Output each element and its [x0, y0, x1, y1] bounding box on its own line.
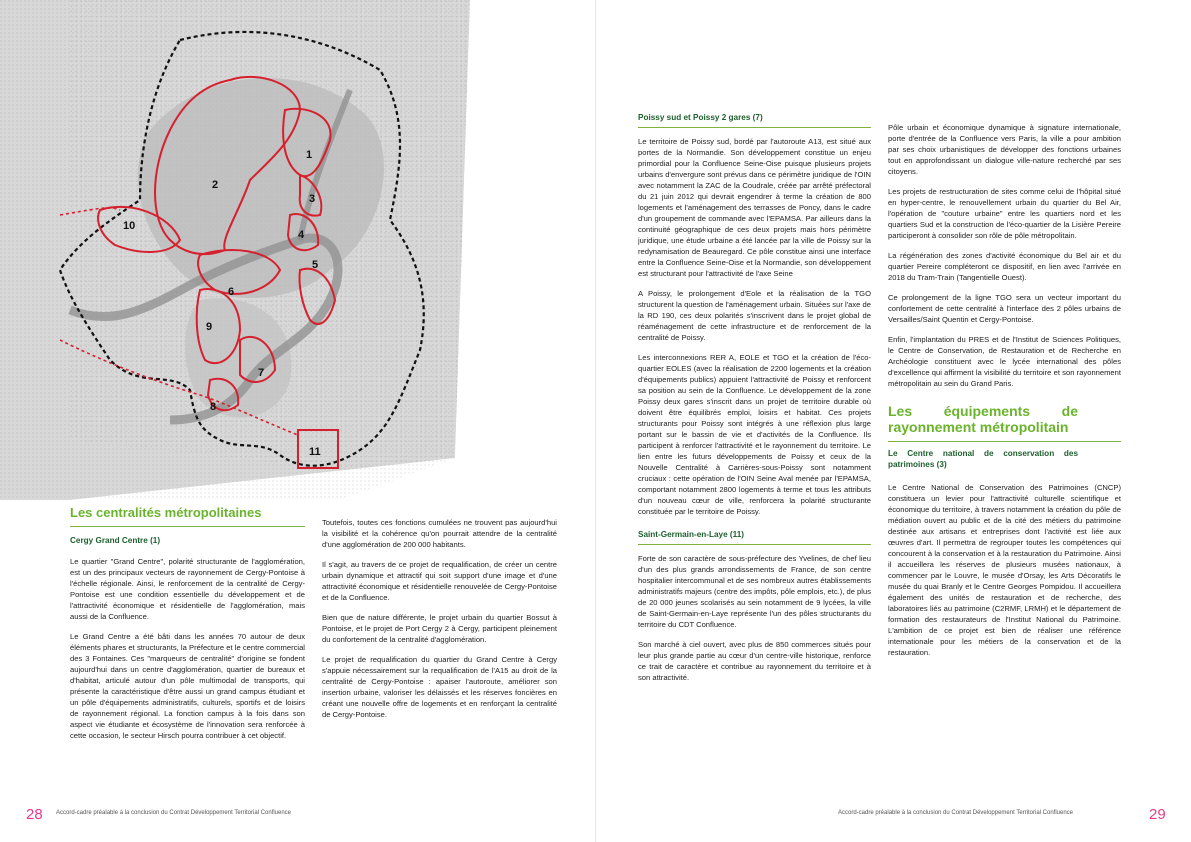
page-number-right: 29: [1149, 806, 1166, 823]
paragraph: Enfin, l'implantation du PRES et de l'Institut de Sciences Politiques, le Centre de Conservation, de Restauration et de Recherche en Archéologie constituent avec le lycée international des pôles d'excellence qui affirment la visibilité du territoire et son rayonnement métropolitain au sein du Grand Paris.: [888, 335, 1121, 388]
right-column-2: [888, 122, 1121, 667]
zone-label-4: 4: [298, 229, 305, 241]
paragraph: A Poissy, le prolongement d'Eole et la réalisation de la TGO structurent la question de l'aménagement urbain. Situées sur l'axe de la RD 190, ces deux polarités s'inscrivent dans le projet global de réaménagement de cette infrastructure et de renforcement de la centralité de Poissy.: [638, 289, 871, 342]
title-rule: [638, 544, 871, 545]
zone-label-1: 1: [306, 149, 313, 161]
paragraph: Ce prolongement de la ligne TGO sera un vecteur important du confortement de cette centralité à l'interface des 2 pôles urbains de Versailles/Saint Quentin et Cergy-Pontoise.: [888, 293, 1121, 324]
footer-right: Accord-cadre préalable à la conclusion du Contrat Développement Territorial Confluence: [838, 810, 1074, 816]
paragraph: Le Grand Centre a été bâti dans les années 70 autour de deux éléments phares et structurants, la Préfecture et le centre commercial des 3 Fontaines. Ces "marqueurs de centralité" d'origine se fondent aujourd'hui dans un centre d'agglomération, quartier de bureaux et d'habitat, articulé autour d'un pôle multimodal de transports, qui présente la caractéristique d'être aussi un grand campus étudiant et un pôle d'équipements administratifs, culturels, sportifs et de loisirs de rayonnement régional. La fonction campus à la fois dans son aspect vie étudiante et écosystème de l'innovation sera renforcée à cette occasion, le secteur Hirsch pourra contribuer à cet objectif.: [70, 632, 305, 740]
cncp-title: Le Centre national de conservation des patrimoines (3): [888, 449, 1078, 469]
zone-label-8: 8: [210, 401, 217, 413]
paragraph: Pôle urbain et économique dynamique à signature internationale, porte d'entrée de la Confluence vers Paris, la ville a pour ambition par ses choix urbanistiques de développer des fonctions urbaines tout en approfondissant un dialogue ville-nature recherché par ses citoyens.: [888, 123, 1121, 176]
footer-left: Accord-cadre préalable à la conclusion du Contrat Développement Territorial Confluence: [56, 810, 292, 816]
paragraph: Le projet de requalification du quartier du Grand Centre à Cergy s'appuie nécessairement sur la requalification de l'A15 au droit de la centralité de Cergy-Pontoise : apaiser l'autoroute, améliorer son insertion urbaine, valoriser les délaissés et les réserves foncières en créant une nouvelle offre de logements et en renforçant la centralité de Cergy-Pontoise.: [322, 655, 557, 719]
left-column-1: [70, 505, 305, 750]
left-column-2: [322, 517, 557, 729]
left-page: [0, 0, 595, 842]
zone-label-7: 7: [258, 367, 265, 379]
zone-label-5: 5: [312, 259, 319, 271]
zone-label-3: 3: [309, 193, 316, 205]
zone-label-6: 6: [228, 286, 235, 298]
poissy-title: Poissy sud et Poissy 2 gares (7): [638, 113, 763, 122]
paragraph: La régénération des zones d'activité économique du Bel air et du quartier Pereire compléteront ce dispositif, en lien avec l'arrivée en 2018 du Tram-Train (Tangentielle Ouest).: [888, 251, 1121, 282]
paragraph: Le quartier "Grand Centre", polarité structurante de l'agglomération, est un des principaux vecteurs de rayonnement de Cergy-Pontoise à l'échelle régionale. Ainsi, le renforcement de la centralité de Cergy-Pontoise est une condition essentielle du développement et de l'attractivité économique et résidentielle de l'agglomération, mais aussi de la Confluence.: [70, 557, 305, 621]
paragraph: Il s'agit, au travers de ce projet de requalification, de créer un centre urbain dynamique et attractif qui soit support d'une image et d'une attractivité économique et résidentielle renouvelée de Cergy-Pontoise et de la Confluence.: [322, 560, 557, 602]
title-rule: [70, 526, 305, 527]
title-rule: [638, 127, 871, 128]
right-page: [596, 0, 1191, 842]
territory-map: [0, 0, 470, 500]
paragraph: Les interconnexions RER A, EOLE et TGO et la création de l'éco-quartier EOLES (avec la réalisation de 2200 logements et la création d'équipements publics) appuient l'attractivité de Poissy et renforcent sa position au sein de la Confluence. Le développement de la zone Poissy deux gares s'inscrit dans un projet de territoire durable où doivent être équilibrés emploi, loisirs et habitat. Ces projets structurants pour Poissy sont intégrés à une réflexion plus large portant sur le bassin de vie et d'activités de la Confluence. Ils participent à renforcer l'attractivité et le rayonnement du territoire. Le lien entre les futurs développements de Poissy et ceux de la Nouvelle Centralité à Carrières-sous-Poissy sont notamment cruciaux : cette opération de l'OIN Seine Aval menée par l'EPAMSA, comportant notamment 2800 logements à terme et tous les attributs d'un nouveau cœur de ville, renforcera la polarité structurante constituée par le territoire de Poissy.: [638, 353, 871, 516]
paragraph: Bien que de nature différente, le projet urbain du quartier Bossut à Pontoise, et le projet de Port Cergy 2 à Cergy, participent pleinement du confortement de la centralité d'agglomération.: [322, 613, 557, 644]
zone-label-2: 2: [212, 179, 219, 191]
page-number-left: 28: [26, 806, 43, 823]
section-title-equipements: Les équipements de rayonnement métropolitain: [888, 403, 1078, 435]
right-column-1: [638, 112, 871, 692]
section-title-centralites: Les centralités métropolitaines: [70, 505, 262, 520]
paragraph: Toutefois, toutes ces fonctions cumulées ne trouvent pas aujourd'hui la visibilité et la cohérence qu'on pourrait attendre de la centralité d'une agglomération de 200 000 habitants.: [322, 518, 557, 549]
zone-label-10: 10: [123, 220, 136, 232]
paragraph: Son marché à ciel ouvert, avec plus de 850 commerces situés pour leur plus grande partie au cœur d'un centre-ville historique, renforce ce trait de caractère et contribue au rayonnement du territoire et à son attractivité.: [638, 640, 871, 682]
saint-germain-title: Saint-Germain-en-Laye (11): [638, 530, 745, 539]
zone-label-11: 11: [309, 446, 321, 458]
paragraph: Forte de son caractère de sous-préfecture des Yvelines, de chef lieu d'un des plus grands arrondissements de France, de son centre hospitalier intercommunal et de ses nombreux autres établissements administratifs majeurs (centre des impôts, pôle emplois, etc.), de plus de 20 000 jeunes scolarisés au sein notamment de 9 lycées, la ville de Saint-Germain-en-Laye représente l'un des pôles structurants du territoire du CDT Confluence.: [638, 554, 871, 629]
paragraph: Le territoire de Poissy sud, bordé par l'autoroute A13, est situé aux portes de la Normandie. Son développement constitue un enjeu primordial pour la Confluence Seine-Oise puisque plusieurs projets urbains d'envergure sont prévus dans ce périmètre juridique de l'OIN avec notamment la ZAC de la Coudrale, créée par arrêté préfectoral du 21 juin 2012 qui devrait engendrer à terme la création de 800 logements et l'aménagement des terrasses de Poncy, dans le cadre d'un groupement de commande avec l'EPAMSA. Par ailleurs dans la continuité géographique de ces deux projets mais hors périmètre juridique, une étude urbaine a été lancée par la ville de Poissy sur la redynamisation de Beauregard. Ce pôle constitue ainsi une interface entre la Confluence Seine-Oise et la Normandie, son développement est structurant pour l'attractivité de l'axe Seine: [638, 137, 871, 278]
title-rule: [888, 441, 1121, 442]
zone-label-9: 9: [206, 321, 213, 333]
paragraph: Les projets de restructuration de sites comme celui de l'hôpital situé en hyper-centre, le renouvellement urbain du quartier du Bel Air, l'opération de "couture urbaine" entre les quartiers nord et les quartiers Sud et la construction de l'éco-quartier de la Lisière Pereire participeront à consolider son rôle de pôle métropolitain.: [888, 187, 1121, 240]
paragraph: Le Centre National de Conservation des Patrimoines (CNCP) constituera un levier pour l'attractivité culturelle scientifique et économique du territoire, à travers notamment la création du pôle de médiation ouvert au public et de la cité des métiers du patrimoine destinée aux artisans et entreprises dont l'activité est liée aux œuvres d'art. Il permettra de regrouper toutes les compétences qui concourent à la conservation et à la restauration du Patrimoine. Ainsi il accueillera les réserves de plusieurs musées nationaux, à commencer par le Louvre, le musée d'Orsay, les Arts Décoratifs le musée du quai Branly et le Centre Georges Pompidou. Il accueillera également des unités de restauration et de recherche, des laboratoires liés au patrimoine (C2RMF, LRMH) et le département de formation des restaurateurs de l'Institut National du Patrimoine. L'ambition de ce projet est bien de réaliser une référence internationale pour les métiers de la conservation et de la restauration.: [888, 483, 1121, 657]
cergy-title: Cergy Grand Centre (1): [70, 536, 161, 545]
